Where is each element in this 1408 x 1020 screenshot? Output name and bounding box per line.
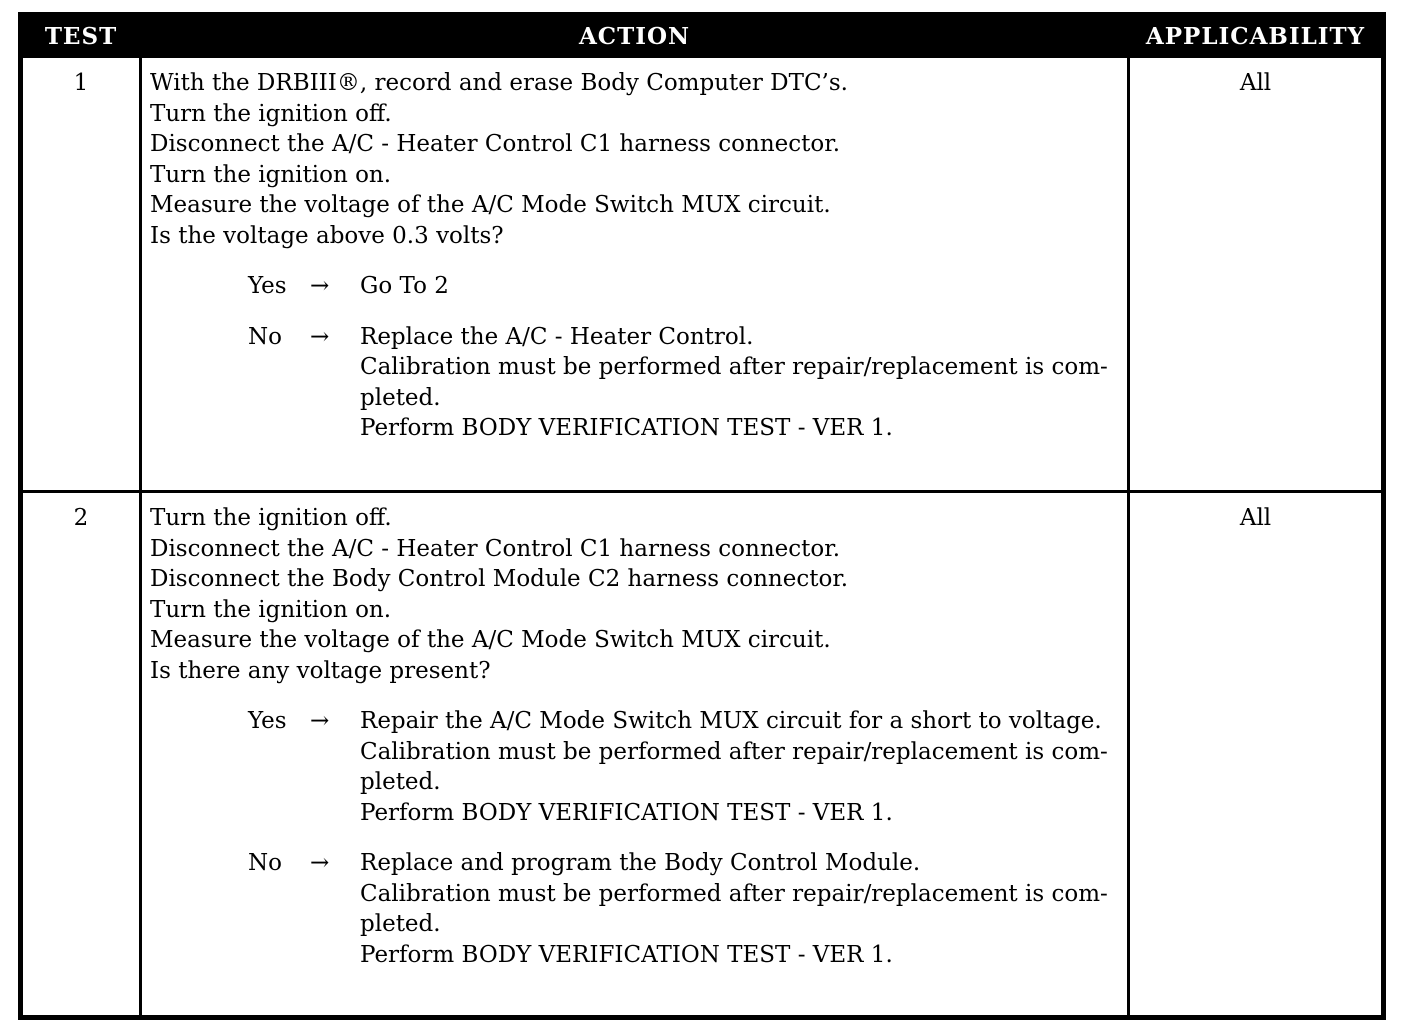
arrow-right-icon: → bbox=[310, 273, 330, 299]
diagnostic-test-table bbox=[18, 12, 1386, 1020]
no-branch bbox=[248, 848, 1119, 970]
result-line: Calibration must be performed after repair/replacement is com- bbox=[360, 738, 1108, 765]
step: Measure the voltage of the A/C Mode Switch MUX circuit. bbox=[150, 192, 831, 218]
yes-label: Yes bbox=[248, 273, 287, 299]
result-line: pleted. bbox=[360, 769, 441, 795]
table-row bbox=[21, 492, 1384, 1018]
yes-result bbox=[360, 271, 1119, 302]
yes-branch bbox=[248, 271, 1119, 302]
table-row bbox=[21, 57, 1384, 492]
header-test: TEST bbox=[21, 15, 141, 57]
result-line: Replace the A/C - Heater Control. bbox=[360, 323, 754, 350]
result-line: Calibration must be performed after repair/replacement is com- bbox=[360, 880, 1108, 907]
no-result bbox=[360, 848, 1119, 970]
step: Is there any voltage present? bbox=[150, 657, 491, 684]
action-cell bbox=[141, 57, 1129, 492]
result-line: Repair the A/C Mode Switch MUX circuit for a short to voltage. bbox=[360, 708, 1102, 734]
applicability-value: All bbox=[1129, 57, 1384, 492]
branch-list bbox=[150, 271, 1119, 444]
applicability-value: All bbox=[1129, 492, 1384, 1018]
result-line: Perform BODY VERIFICATION TEST - VER 1. bbox=[360, 941, 893, 968]
no-branch bbox=[248, 322, 1119, 444]
header-applicability: APPLICABILITY bbox=[1129, 15, 1384, 57]
arrow-right-icon: → bbox=[310, 323, 330, 350]
step: Is the voltage above 0.3 volts? bbox=[150, 222, 504, 249]
arrow-right-icon: → bbox=[310, 708, 330, 734]
result-line: Perform BODY VERIFICATION TEST - VER 1. bbox=[360, 415, 893, 441]
result-line: Calibration must be performed after repair/replacement is com- bbox=[360, 354, 1108, 380]
step-list bbox=[150, 503, 1119, 686]
action-cell bbox=[141, 492, 1129, 1018]
step: Turn the ignition on. bbox=[150, 596, 392, 623]
result-line: pleted. bbox=[360, 911, 441, 937]
no-label: No bbox=[248, 323, 282, 350]
yes-label: Yes bbox=[248, 708, 287, 734]
yes-result bbox=[360, 706, 1119, 828]
result-line: Perform BODY VERIFICATION TEST - VER 1. bbox=[360, 799, 893, 826]
branch-list bbox=[150, 706, 1119, 970]
result-line: pleted. bbox=[360, 384, 441, 411]
no-label: No bbox=[248, 850, 282, 876]
step: Disconnect the Body Control Module C2 harness connector. bbox=[150, 566, 849, 592]
test-number: 1 bbox=[21, 57, 141, 492]
test-number: 2 bbox=[21, 492, 141, 1018]
no-result bbox=[360, 322, 1119, 444]
yes-branch bbox=[248, 706, 1119, 828]
step: Disconnect the A/C - Heater Control C1 harness connector. bbox=[150, 131, 840, 157]
header-action: ACTION bbox=[141, 15, 1129, 57]
step: Measure the voltage of the A/C Mode Switch MUX circuit. bbox=[150, 627, 831, 653]
result-line: Go To 2 bbox=[360, 273, 449, 299]
result-line: Replace and program the Body Control Module. bbox=[360, 850, 921, 876]
table-header bbox=[21, 15, 1384, 57]
step: Disconnect the A/C - Heater Control C1 harness connector. bbox=[150, 535, 840, 562]
arrow-right-icon: → bbox=[310, 850, 330, 876]
step: Turn the ignition on. bbox=[150, 161, 392, 188]
step: With the DRBIII®, record and erase Body Computer DTC’s. bbox=[150, 70, 848, 96]
step-list bbox=[150, 68, 1119, 251]
step: Turn the ignition off. bbox=[150, 505, 392, 531]
step: Turn the ignition off. bbox=[150, 100, 392, 127]
